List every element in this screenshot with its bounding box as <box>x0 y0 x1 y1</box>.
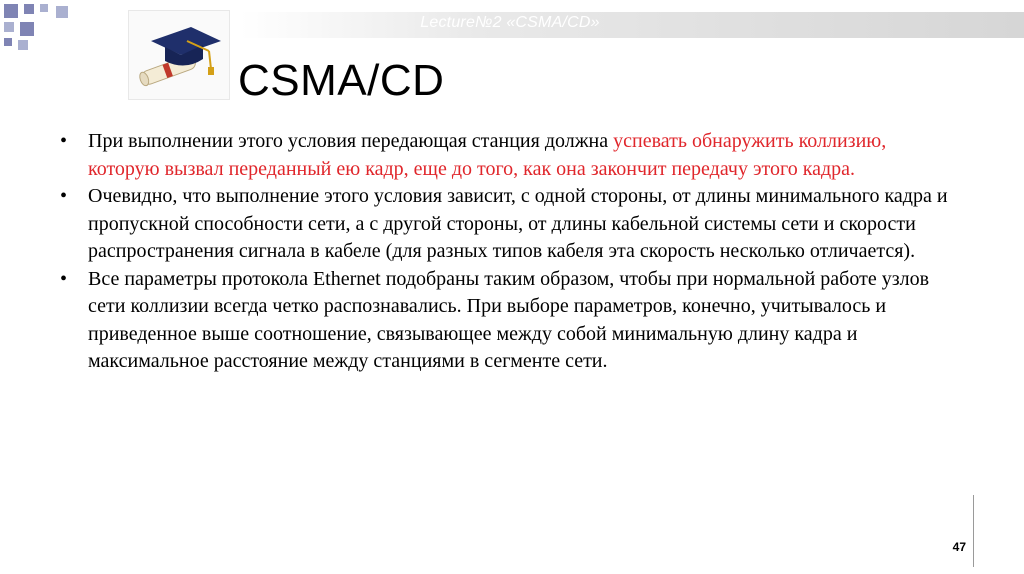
page-number: 47 <box>952 540 966 554</box>
decorative-squares <box>0 0 90 60</box>
bullet-marker: • <box>60 185 68 207</box>
bullet-item-1 <box>60 128 960 183</box>
graduation-cap-diploma-icon <box>128 10 230 100</box>
slide-content <box>60 128 960 376</box>
bullet-text: Очевидно, что выполнение этого условия зависит, с одной стороны, от длины минимального кадра и пропускной способности сети, а с другой стороны, от длины кабельной системы сети и скорости распространения сигнала в кабеле (для разных типов кабеля эта скорость несколько отличается). <box>88 185 948 262</box>
bullet-text-highlight: успевать обнаружить коллизию, которую вызвал переданный ею кадр, еще до того, как она закончит передачу этого кадра. <box>88 130 887 180</box>
lecture-label: Lecture№2 «CSMA/CD» <box>420 14 600 31</box>
bullet-text: Все параметры протокола Ethernet подобраны таким образом, чтобы при нормальной работе узлов сети коллизии всегда четко распознавались. При выборе параметров, конечно, учитывалось и приведенное выше соотношение, связывающее между собой минимальную длину кадра и максимальное расстояние между станциями в сегменте сети. <box>88 267 930 372</box>
bullet-marker: • <box>60 130 68 152</box>
bullet-marker: • <box>60 267 68 290</box>
bullet-item-2 <box>60 183 960 266</box>
footer-divider <box>973 495 974 567</box>
bullet-item-3 <box>60 266 960 376</box>
header-band <box>240 12 1024 38</box>
bullet-text: При выполнении этого условия передающая станция должна <box>88 130 614 152</box>
slide-title: CSMA/CD <box>238 56 445 105</box>
